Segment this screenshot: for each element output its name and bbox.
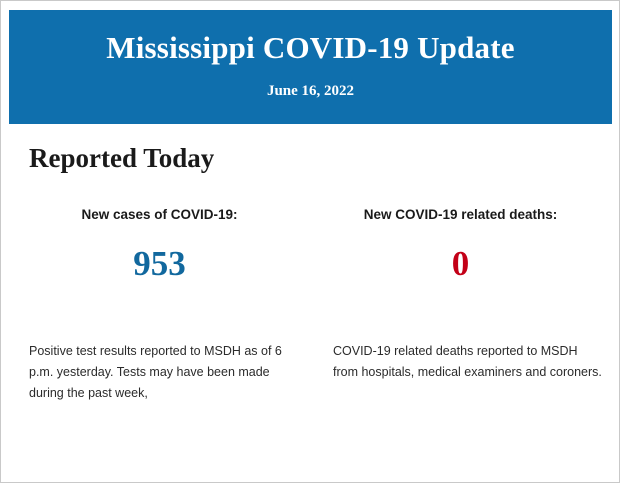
metrics-notes-row — [9, 341, 612, 404]
metric-value-new-deaths: 0 — [451, 244, 470, 283]
note-new-cases: Positive test results reported to MSDH as of 6 p.m. yesterday. Tests may have been made during the past week, — [29, 344, 282, 400]
metrics-row — [9, 206, 612, 283]
metric-label-new-cases: New cases of COVID-19: — [81, 207, 238, 222]
report-date: June 16, 2022 — [266, 83, 355, 99]
metric-value-new-cases: 953 — [133, 244, 186, 283]
header-banner — [9, 10, 612, 124]
metric-label-new-deaths: New COVID-19 related deaths: — [363, 207, 558, 222]
page-title: Mississippi COVID-19 Update — [106, 30, 515, 65]
metric-new-deaths — [310, 206, 611, 283]
section-heading: Reported Today — [29, 143, 215, 173]
note-new-deaths: COVID-19 related deaths reported to MSDH from hospitals, medical examiners and coroners. — [333, 344, 602, 379]
metric-new-cases — [9, 206, 310, 283]
